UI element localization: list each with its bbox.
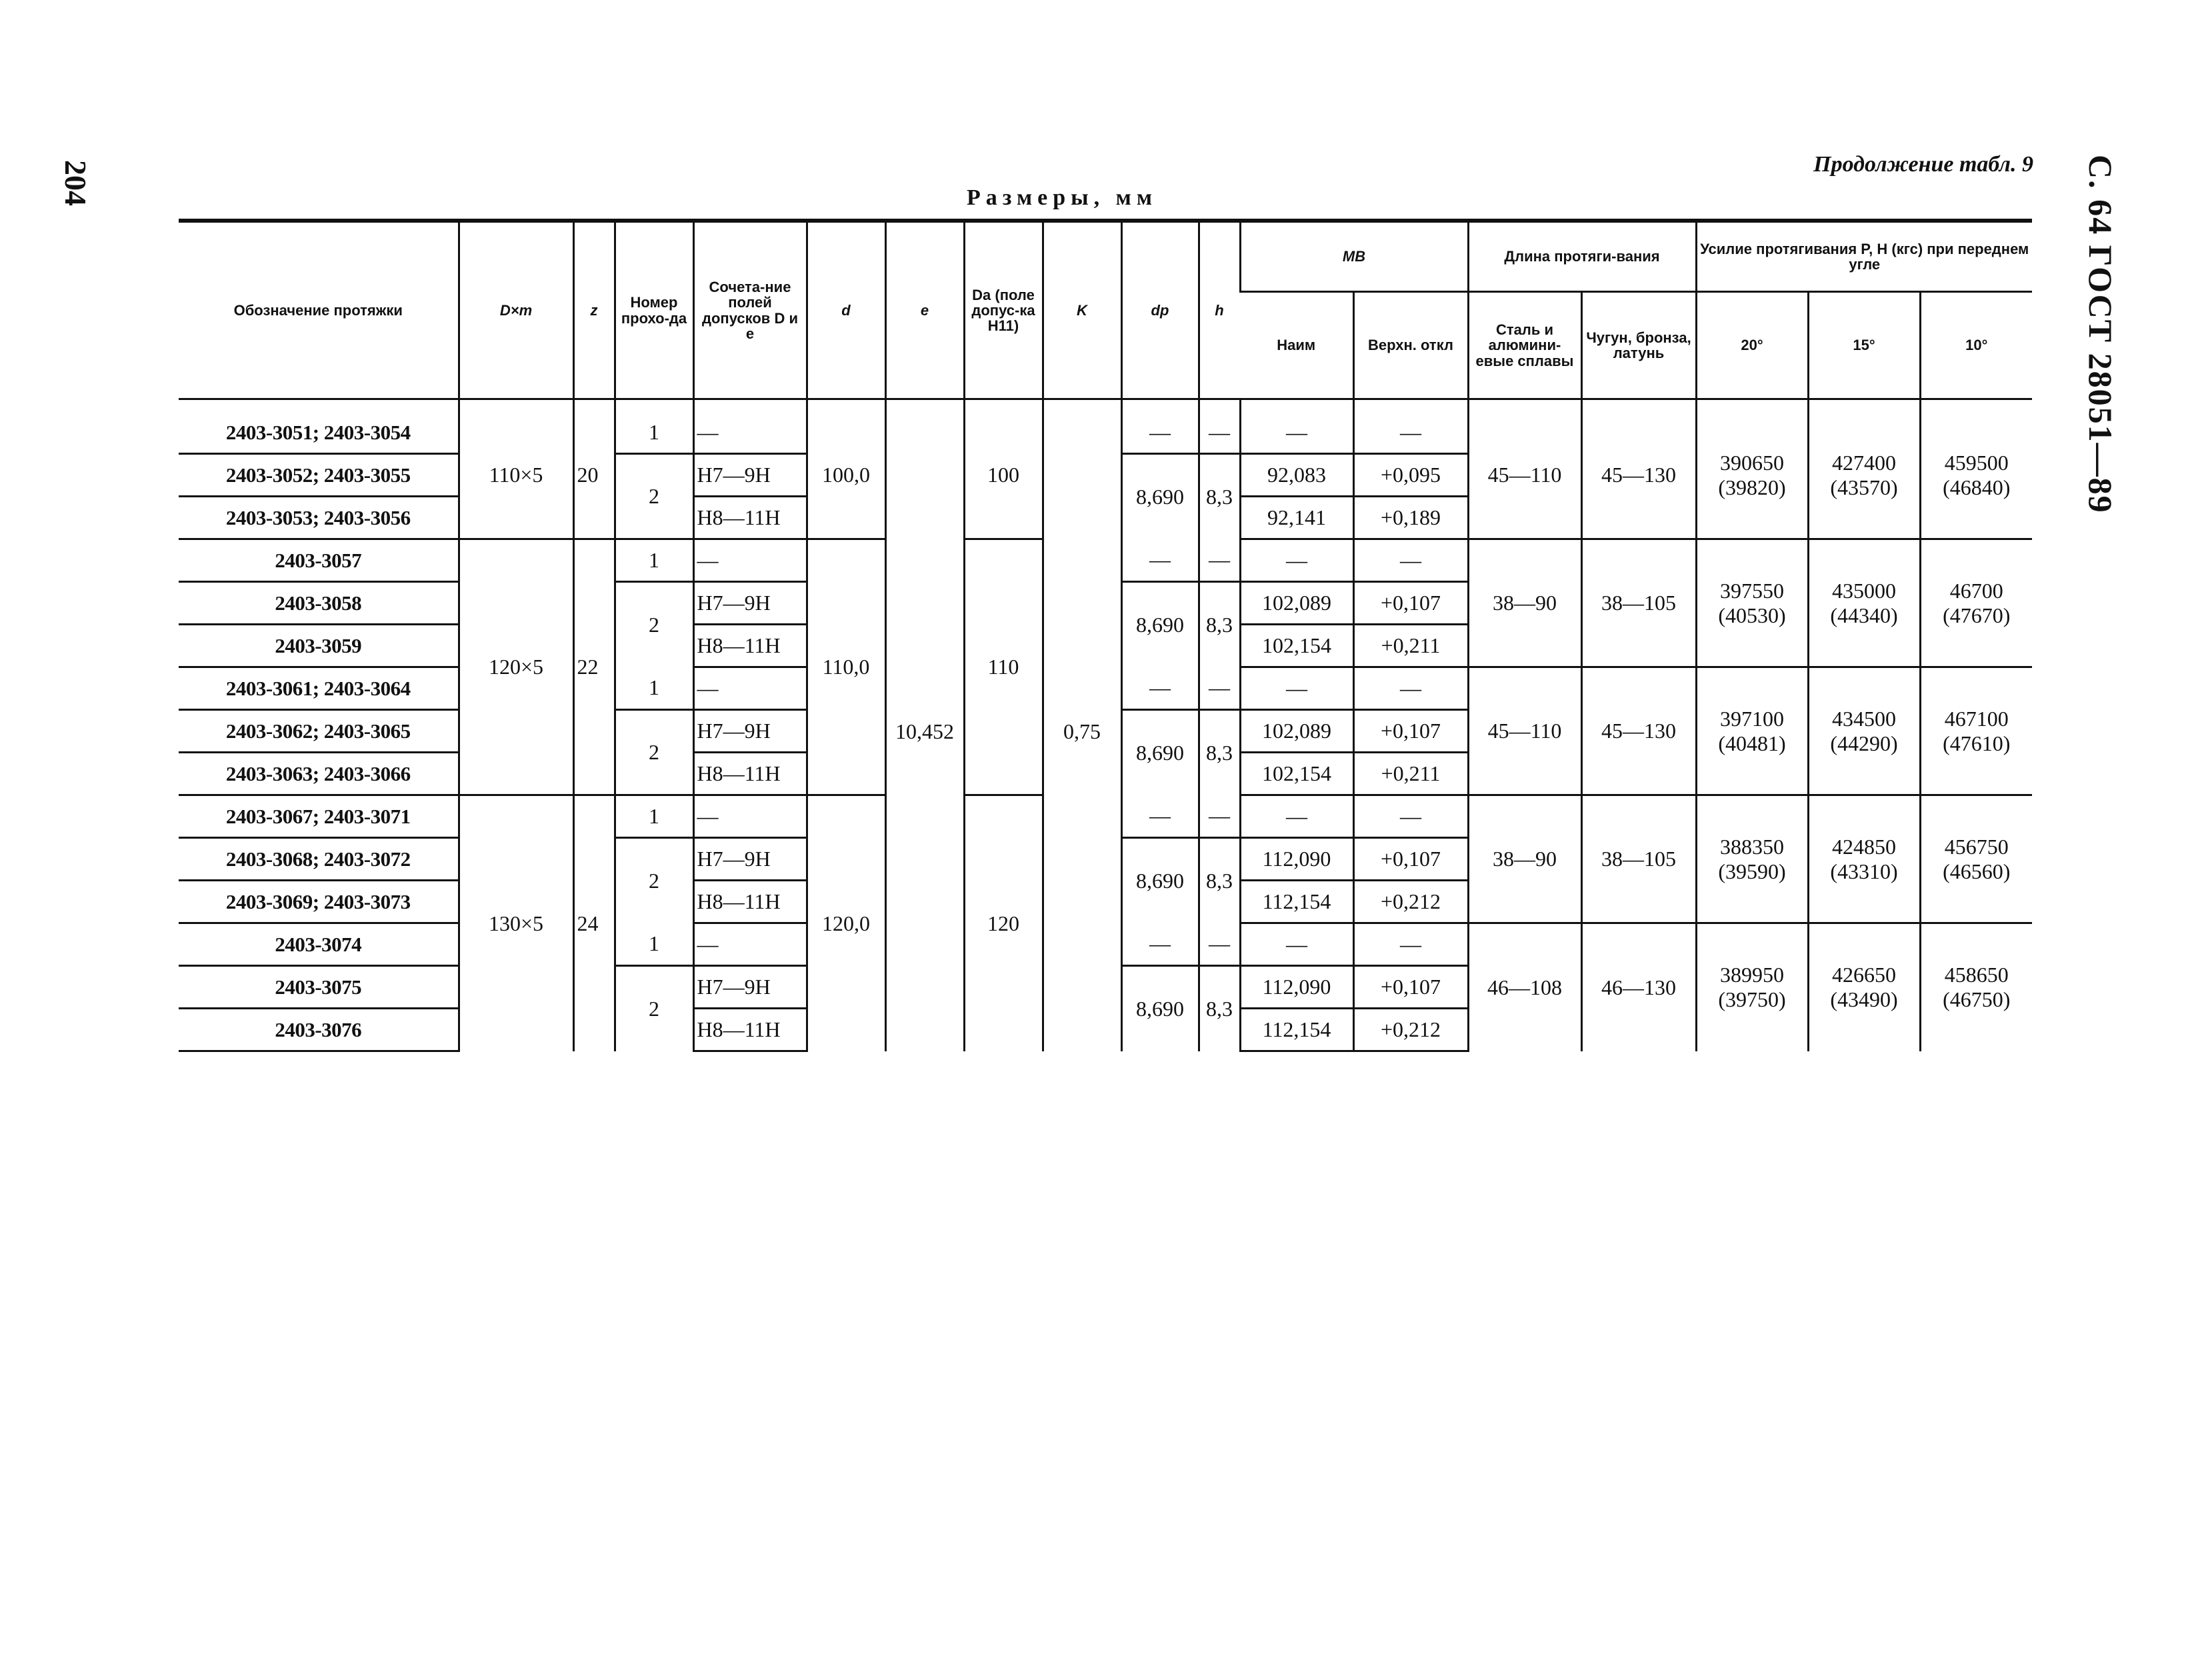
dp-cell: — [1121, 399, 1199, 454]
force-kgf-value: (47670) [1943, 603, 2011, 627]
mv-min-cell: 102,154 [1240, 625, 1353, 667]
continuation-note: Продолжение табл. 9 [1813, 152, 2033, 177]
broach-spec-table [179, 219, 2032, 1052]
mv-upper-cell: — [1353, 795, 1468, 838]
mv-min-cell: 102,089 [1240, 582, 1353, 625]
designation-cell: 2403-3059 [179, 625, 459, 667]
force-newton-value: 426650 [1832, 963, 1897, 987]
force-kgf-value: (39820) [1718, 475, 1786, 499]
force-15-cell [1808, 667, 1920, 795]
pass-cell: 2 [615, 582, 693, 667]
tolerance-cell: H7—9H [693, 838, 807, 881]
page-number: 204 [59, 160, 93, 206]
force-kgf-value: (39590) [1718, 859, 1786, 883]
designation-cell: 2403-3062; 2403-3065 [179, 710, 459, 753]
length-cast-cell: 45—130 [1581, 399, 1696, 539]
designation-cell: 2403-3067; 2403-3071 [179, 795, 459, 838]
header-length-cast: Чугун, бронза, латунь [1581, 292, 1696, 399]
standard-side-label: С. 64 ГОСТ 28051—89 [2082, 155, 2119, 514]
d-cell: 100,0 [807, 399, 885, 539]
header-dxm: D×m [459, 221, 573, 399]
force-kgf-value: (40481) [1718, 731, 1786, 755]
force-newton-value: 397100 [1720, 706, 1785, 731]
mv-upper-cell: +0,107 [1353, 966, 1468, 1009]
tolerance-cell: H8—11H [693, 1009, 807, 1051]
pass-cell: 2 [615, 454, 693, 539]
h-cell: — [1199, 923, 1240, 966]
h-cell: — [1199, 399, 1240, 454]
pass-cell: 1 [615, 667, 693, 710]
designation-cell: 2403-3075 [179, 966, 459, 1009]
mv-min-cell: 112,090 [1240, 966, 1353, 1009]
dp-cell: — [1121, 667, 1199, 710]
force-newton-value: 435000 [1832, 578, 1897, 603]
tolerance-cell: — [693, 923, 807, 966]
dp-cell: — [1121, 923, 1199, 966]
force-kgf-value: (43570) [1830, 475, 1898, 499]
h-cell: — [1199, 539, 1240, 582]
designation-cell: 2403-3057 [179, 539, 459, 582]
h-cell: 8,3 [1199, 838, 1240, 923]
force-newton-value: 456750 [1944, 834, 2009, 859]
dp-cell: 8,690 [1121, 710, 1199, 795]
pass-cell: 2 [615, 966, 693, 1051]
length-steel-cell: 38—90 [1468, 539, 1581, 667]
dxm-cell: 120×5 [459, 539, 573, 795]
header-dp: dp [1121, 221, 1199, 399]
length-steel-cell: 46—108 [1468, 923, 1581, 1051]
force-newton-value: 397550 [1720, 578, 1785, 603]
header-force: Усилие протягивания P, Н (кгс) при переднем угле [1696, 221, 2032, 292]
force-newton-value: 427400 [1832, 450, 1897, 475]
designation-cell: 2403-3069; 2403-3073 [179, 881, 459, 923]
header-d: d [807, 221, 885, 399]
dp-cell: 8,690 [1121, 838, 1199, 923]
force-10-cell [1920, 539, 2032, 667]
designation-cell: 2403-3068; 2403-3072 [179, 838, 459, 881]
header-length: Длина протяги-вания [1468, 221, 1696, 292]
force-newton-value: 459500 [1944, 450, 2009, 475]
mv-min-cell: — [1240, 399, 1353, 454]
mv-upper-cell: — [1353, 923, 1468, 966]
mv-upper-cell: +0,107 [1353, 838, 1468, 881]
dp-cell: — [1121, 795, 1199, 838]
length-steel-cell: 45—110 [1468, 667, 1581, 795]
header-h: h [1199, 221, 1240, 399]
tolerance-cell: H8—11H [693, 881, 807, 923]
designation-cell: 2403-3061; 2403-3064 [179, 667, 459, 710]
z-cell: 20 [573, 399, 615, 539]
header-mv-min: Наим [1240, 292, 1353, 399]
force-newton-value: 458650 [1944, 963, 2009, 987]
force-kgf-value: (40530) [1718, 603, 1786, 627]
mv-upper-cell: +0,107 [1353, 710, 1468, 753]
dp-cell: 8,690 [1121, 454, 1199, 539]
force-newton-value: 389950 [1720, 963, 1785, 987]
force-kgf-value: (39750) [1718, 987, 1786, 1012]
pass-cell: 1 [615, 399, 693, 454]
pass-cell: 1 [615, 539, 693, 582]
header-pass-number: Номер прохо-да [615, 221, 693, 399]
z-cell: 22 [573, 539, 615, 795]
pass-cell: 1 [615, 795, 693, 838]
force-newton-value: 390650 [1720, 450, 1785, 475]
header-z: z [573, 221, 615, 399]
mv-min-cell: 92,141 [1240, 497, 1353, 539]
header-angle-15: 15° [1808, 292, 1920, 399]
force-kgf-value: (43490) [1830, 987, 1898, 1012]
h-cell: — [1199, 795, 1240, 838]
force-20-cell [1696, 399, 1808, 539]
header-tolerance-fields: Сочета-ние полей допусков D и e [693, 221, 807, 399]
force-15-cell [1808, 923, 1920, 1051]
force-15-cell [1808, 795, 1920, 923]
designation-cell: 2403-3052; 2403-3055 [179, 454, 459, 497]
tolerance-cell: H7—9H [693, 582, 807, 625]
pass-cell: 1 [615, 923, 693, 966]
mv-upper-cell: +0,107 [1353, 582, 1468, 625]
tolerance-cell: — [693, 795, 807, 838]
force-newton-value: 424850 [1832, 834, 1897, 859]
force-10-cell [1920, 795, 2032, 923]
sizes-title: Размеры, мм [967, 185, 1157, 210]
force-20-cell [1696, 795, 1808, 923]
header-e: e [885, 221, 964, 399]
mv-upper-cell: +0,189 [1353, 497, 1468, 539]
d-cell: 110,0 [807, 539, 885, 795]
tolerance-cell: H8—11H [693, 625, 807, 667]
tolerance-cell: H8—11H [693, 753, 807, 795]
force-15-cell [1808, 399, 1920, 539]
h-cell: 8,3 [1199, 966, 1240, 1051]
d-cell: 120,0 [807, 795, 885, 1051]
mv-min-cell: 112,154 [1240, 881, 1353, 923]
da-cell: 100 [964, 399, 1043, 539]
da-cell: 110 [964, 539, 1043, 795]
mv-upper-cell: — [1353, 539, 1468, 582]
force-20-cell [1696, 923, 1808, 1051]
mv-min-cell: 102,089 [1240, 710, 1353, 753]
mv-min-cell: — [1240, 539, 1353, 582]
h-cell: 8,3 [1199, 582, 1240, 667]
mv-upper-cell: — [1353, 399, 1468, 454]
mv-min-cell: — [1240, 795, 1353, 838]
mv-min-cell: — [1240, 923, 1353, 966]
k-cell: 0,75 [1043, 399, 1121, 1051]
designation-cell: 2403-3063; 2403-3066 [179, 753, 459, 795]
force-kgf-value: (46840) [1943, 475, 2011, 499]
header-da: Da (поле допус-ка H11) [964, 221, 1043, 399]
h-cell: 8,3 [1199, 454, 1240, 539]
length-cast-cell: 38—105 [1581, 795, 1696, 923]
dxm-cell: 110×5 [459, 399, 573, 539]
force-20-cell [1696, 667, 1808, 795]
h-cell: — [1199, 667, 1240, 710]
header-k: K [1043, 221, 1121, 399]
designation-cell: 2403-3051; 2403-3054 [179, 399, 459, 454]
tolerance-cell: H7—9H [693, 454, 807, 497]
mv-upper-cell: +0,212 [1353, 881, 1468, 923]
designation-cell: 2403-3058 [179, 582, 459, 625]
pass-cell: 2 [615, 710, 693, 795]
table-row [179, 399, 2032, 454]
tolerance-cell: H7—9H [693, 966, 807, 1009]
header-length-steel: Сталь и алюмини-евые сплавы [1468, 292, 1581, 399]
force-kgf-value: (46750) [1943, 987, 2011, 1012]
force-kgf-value: (44340) [1830, 603, 1898, 627]
length-steel-cell: 38—90 [1468, 795, 1581, 923]
mv-min-cell: — [1240, 667, 1353, 710]
dp-cell: 8,690 [1121, 966, 1199, 1051]
mv-upper-cell: +0,211 [1353, 625, 1468, 667]
length-cast-cell: 46—130 [1581, 923, 1696, 1051]
header-mv-upper: Верхн. откл [1353, 292, 1468, 399]
length-cast-cell: 45—130 [1581, 667, 1696, 795]
dp-cell: 8,690 [1121, 582, 1199, 667]
force-10-cell [1920, 399, 2032, 539]
force-20-cell [1696, 539, 1808, 667]
tolerance-cell: H8—11H [693, 497, 807, 539]
force-kgf-value: (46560) [1943, 859, 2011, 883]
z-cell: 24 [573, 795, 615, 1051]
length-steel-cell: 45—110 [1468, 399, 1581, 539]
h-cell: 8,3 [1199, 710, 1240, 795]
force-newton-value: 434500 [1832, 706, 1897, 731]
force-newton-value: 388350 [1720, 834, 1785, 859]
tolerance-cell: — [693, 667, 807, 710]
force-newton-value: 46700 [1949, 578, 2003, 603]
tolerance-cell: — [693, 399, 807, 454]
mv-min-cell: 102,154 [1240, 753, 1353, 795]
designation-cell: 2403-3053; 2403-3056 [179, 497, 459, 539]
pass-cell: 2 [615, 838, 693, 923]
force-10-cell [1920, 923, 2032, 1051]
mv-upper-cell: +0,212 [1353, 1009, 1468, 1051]
force-15-cell [1808, 539, 1920, 667]
tolerance-cell: — [693, 539, 807, 582]
e-cell: 10,452 [885, 399, 964, 1051]
force-10-cell [1920, 667, 2032, 795]
mv-min-cell: 112,090 [1240, 838, 1353, 881]
spec-table-body [179, 399, 2032, 1051]
force-kgf-value: (44290) [1830, 731, 1898, 755]
mv-upper-cell: +0,211 [1353, 753, 1468, 795]
designation-cell: 2403-3074 [179, 923, 459, 966]
header-mv: MB [1240, 221, 1468, 292]
force-newton-value: 467100 [1944, 706, 2009, 731]
tolerance-cell: H7—9H [693, 710, 807, 753]
length-cast-cell: 38—105 [1581, 539, 1696, 667]
mv-min-cell: 92,083 [1240, 454, 1353, 497]
dp-cell: — [1121, 539, 1199, 582]
header-angle-10: 10° [1920, 292, 2032, 399]
designation-cell: 2403-3076 [179, 1009, 459, 1051]
header-angle-20: 20° [1696, 292, 1808, 399]
header-designation: Обозначение протяжки [179, 221, 459, 399]
dxm-cell: 130×5 [459, 795, 573, 1051]
da-cell: 120 [964, 795, 1043, 1051]
mv-upper-cell: — [1353, 667, 1468, 710]
force-kgf-value: (47610) [1943, 731, 2011, 755]
mv-min-cell: 112,154 [1240, 1009, 1353, 1051]
mv-upper-cell: +0,095 [1353, 454, 1468, 497]
force-kgf-value: (43310) [1830, 859, 1898, 883]
